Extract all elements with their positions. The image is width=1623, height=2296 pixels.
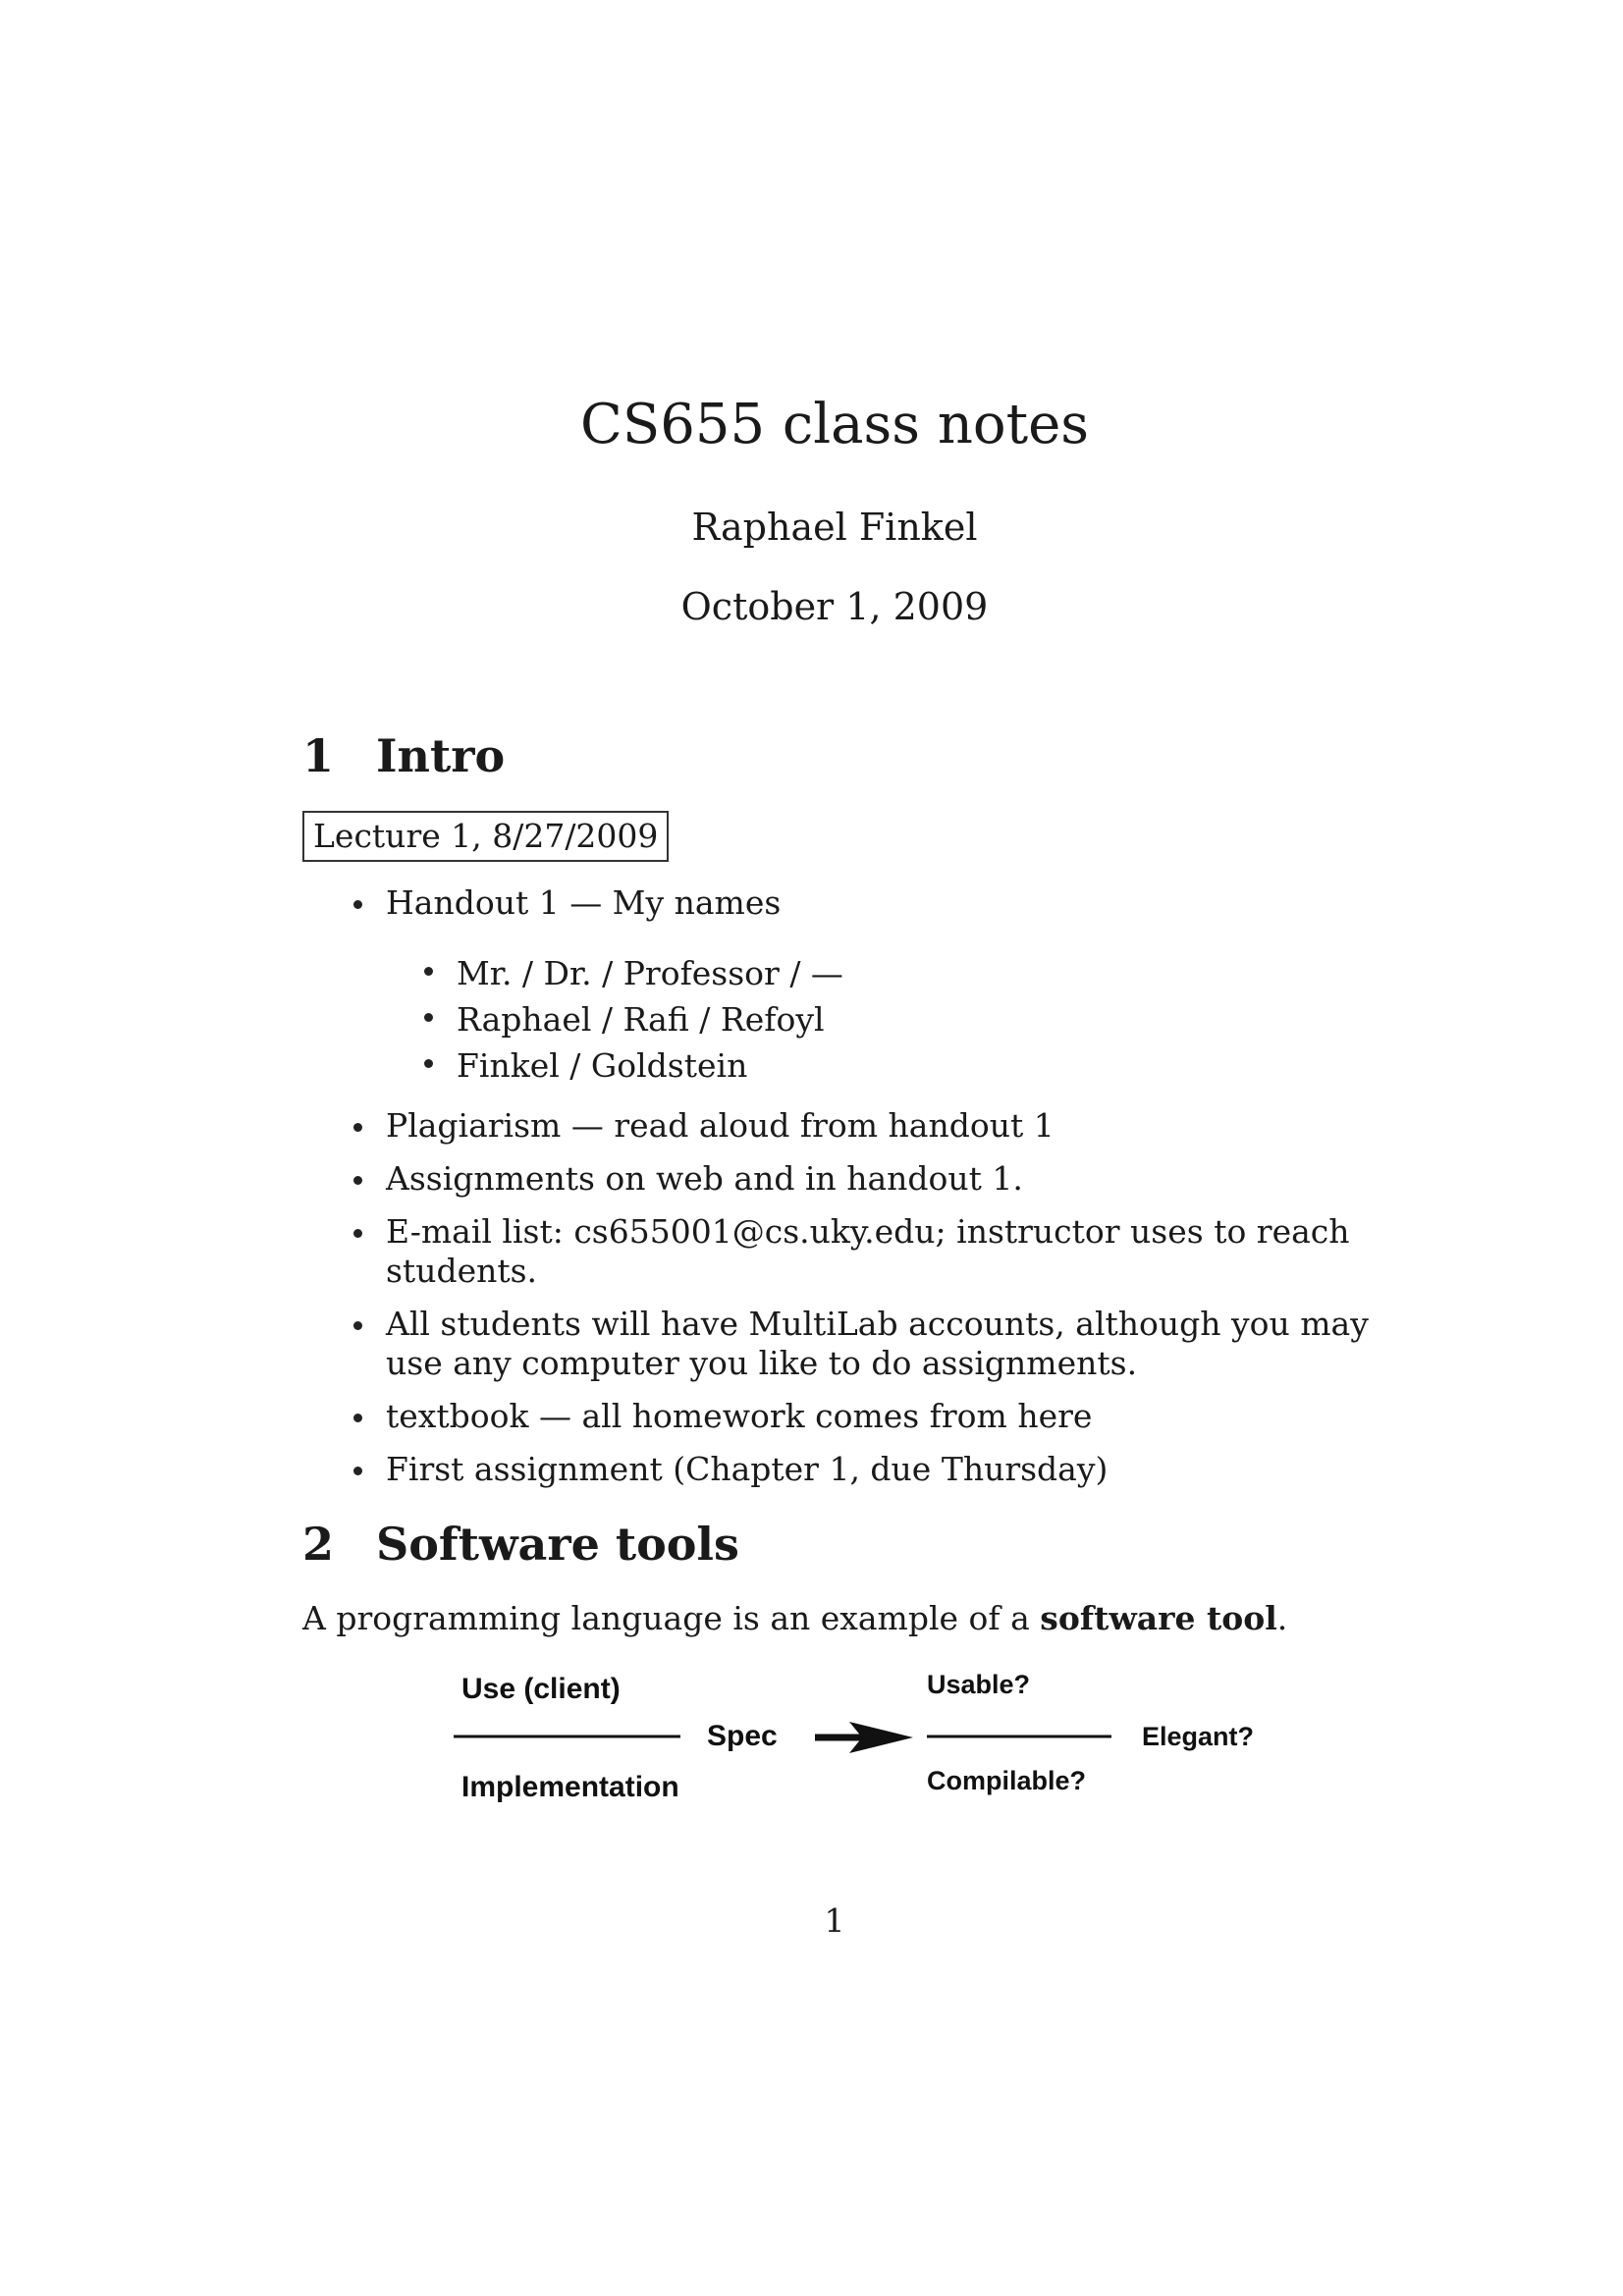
list-item: textbook — all homework comes from here	[353, 1397, 1384, 1436]
page-number: 1	[824, 1901, 845, 1940]
list-item: Handout 1 — My names	[353, 883, 1375, 923]
diagram-label-elegant: Elegant?	[1142, 1722, 1255, 1751]
section-paragraph	[302, 1599, 1287, 1638]
document-title: CS655 class notes	[580, 393, 1089, 456]
paragraph-text: A programming language is an example of a	[302, 1599, 1041, 1637]
list-item: Plagiarism — read aloud from handout 1	[353, 1106, 1384, 1146]
list-item: Raphael / Rafi / Refoyl	[424, 996, 1308, 1042]
diagram-label-spec: Spec	[707, 1720, 778, 1752]
diagram-label-implementation: Implementation	[461, 1771, 679, 1803]
section-heading-software-tools	[302, 1517, 739, 1572]
section-title: Intro	[376, 729, 506, 782]
list-item: E-mail list: cs655001@cs.uky.edu; instructor uses to reach students.	[353, 1212, 1384, 1291]
bullet-list-rest	[353, 1106, 1384, 1489]
section-heading-intro	[302, 728, 505, 783]
sub-bullet-list	[424, 950, 1308, 1089]
spec-diagram	[432, 1649, 1316, 1816]
list-item: All students will have MultiLab accounts, although you may use any computer you like to do assignments.	[353, 1305, 1384, 1383]
arrow-right-icon	[815, 1722, 913, 1753]
section-number: 2	[302, 1518, 335, 1571]
list-item: Mr. / Dr. / Professor / —	[424, 950, 1308, 996]
list-item: Assignments on web and in handout 1.	[353, 1159, 1384, 1199]
document-date: October 1, 2009	[680, 585, 989, 628]
bullet-list-first	[353, 883, 1375, 923]
section-title: Software tools	[376, 1518, 739, 1571]
diagram-label-usable: Usable?	[927, 1670, 1031, 1699]
lecture-box: Lecture 1, 8/27/2009	[302, 811, 669, 862]
paragraph-emphasis: software tool	[1040, 1599, 1277, 1637]
list-item: First assignment (Chapter 1, due Thursday)	[353, 1450, 1384, 1489]
section-number: 1	[302, 729, 335, 782]
paragraph-end: .	[1276, 1599, 1288, 1637]
list-item: Finkel / Goldstein	[424, 1042, 1308, 1089]
document-author: Raphael Finkel	[691, 506, 978, 549]
diagram-label-use-client: Use (client)	[461, 1673, 621, 1705]
diagram-label-compilable: Compilable?	[927, 1766, 1087, 1795]
